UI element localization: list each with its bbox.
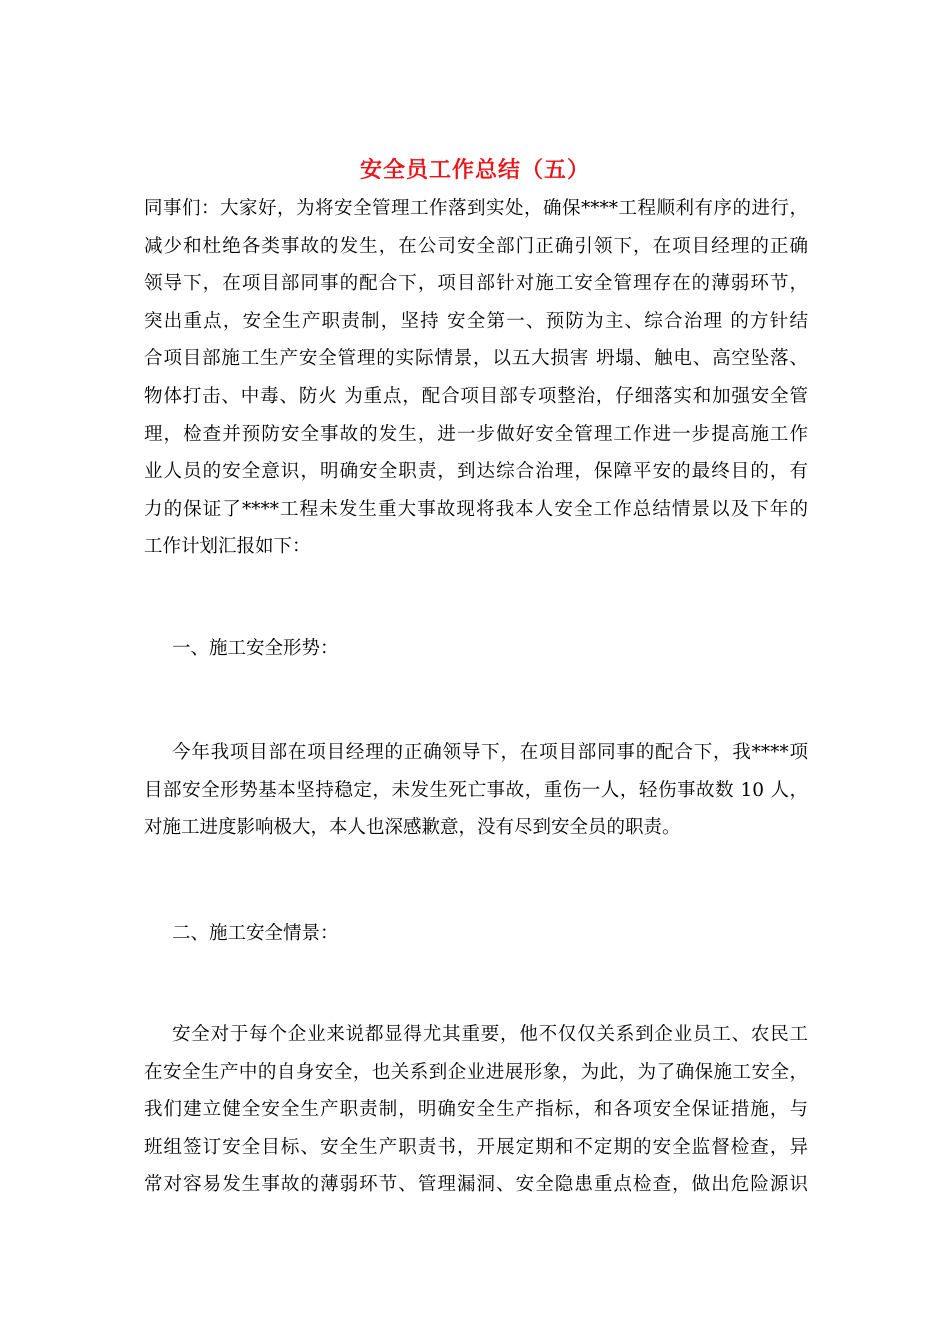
paragraph-line: 我们建立健全安全生产职责制，明确安全生产指标，和各项安全保证措施，与: [144, 1099, 808, 1121]
paragraph-line: 业人员的安全意识，明确安全职责，到达综合治理，保障平安的最终目的，有: [144, 461, 808, 483]
paragraph-line: 突出重点，安全生产职责制，坚持 安全第一、预防为主、综合治理 的方针结: [144, 310, 808, 332]
paragraph-line: 理，检查并预防安全事故的发生，进一步做好安全管理工作进一步提高施工作: [144, 423, 808, 445]
paragraph-line: 对施工进度影响极大，本人也深感歉意，没有尽到安全员的职责。: [144, 817, 681, 839]
paragraph-line: 班组签订安全目标、安全生产职责书，开展定期和不定期的安全监督检查，异: [144, 1136, 808, 1158]
document-title: 安全员工作总结（五）: [359, 157, 590, 183]
section-heading-1: 一、施工安全形势：: [172, 638, 339, 659]
paragraph-line: 常对容易发生事故的薄弱环节、管理漏洞、安全隐患重点检查，做出危险源识: [144, 1174, 808, 1196]
intro-paragraph: [144, 190, 808, 566]
section-heading-2: 二、施工安全情景：: [172, 923, 339, 944]
section2-paragraph: [144, 1016, 808, 1204]
paragraph-line: 目部安全形势基本坚持稳定，未发生死亡事故，重伤一人，轻伤事故数 10 人，: [144, 779, 808, 801]
paragraph-line: 安全对于每个企业来说都显得尤其重要，他不仅仅关系到企业员工、农民工: [172, 1024, 808, 1045]
paragraph-line: 物体打击、中毒、防火 为重点，配合项目部专项整治，仔细落实和加强安全管: [144, 385, 808, 407]
section1-paragraph: [144, 734, 808, 847]
paragraph-line: 在安全生产中的自身安全，也关系到企业进展形象，为此，为了确保施工安全，: [144, 1061, 808, 1083]
paragraph-line: 领导下，在项目部同事的配合下，项目部针对施工安全管理存在的薄弱环节，: [144, 273, 808, 295]
paragraph-line: 工作计划汇报如下：: [144, 536, 311, 558]
paragraph-line: 合项目部施工生产安全管理的实际情景，以五大损害 坍塌、触电、高空坠落、: [144, 348, 808, 370]
paragraph-line: 今年我项目部在项目经理的正确领导下，在项目部同事的配合下，我****项: [172, 742, 808, 763]
paragraph-line: 同事们：大家好，为将安全管理工作落到实处，确保****工程顺利有序的进行，: [144, 198, 808, 219]
paragraph-line: 减少和杜绝各类事故的发生，在公司安全部门正确引领下，在项目经理的正确: [144, 235, 808, 257]
paragraph-line: 力的保证了****工程未发生重大事故现将我本人安全工作总结情景以及下年的: [144, 498, 808, 520]
